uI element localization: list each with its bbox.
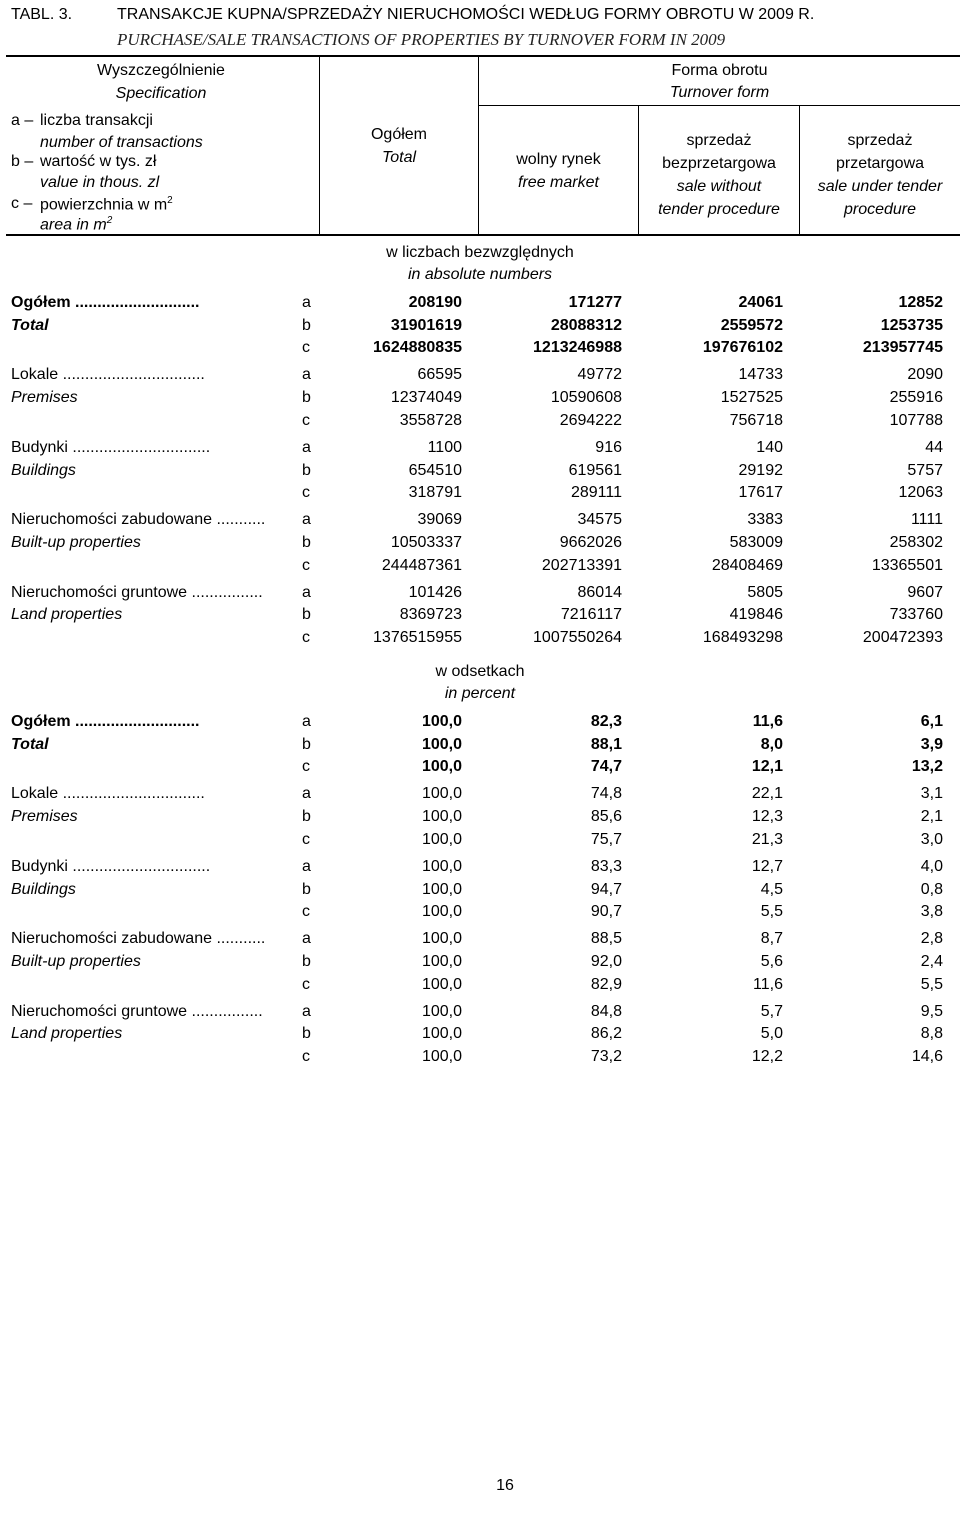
table-cell: 100,0 [421,880,462,898]
total-heading-pl: Ogółem [370,126,428,143]
table-cell: 9,5 [920,1002,943,1020]
table-cell: 13,2 [911,758,943,776]
table-cell: 8,0 [760,735,783,753]
row-letter: b [302,389,311,407]
table-cell: 28408469 [711,556,783,574]
table-cell: 756718 [729,411,783,429]
row-label-en: Land properties [11,1025,123,1043]
table-cell: 100,0 [421,1048,462,1065]
table-cell: 3,0 [920,830,943,848]
table-cell: 171277 [568,294,622,311]
table-cell: 1111 [910,511,943,529]
turnover-form-heading-en: Turnover form [669,84,770,101]
table-cell: 82,9 [590,975,622,993]
table-cell: 11,6 [752,713,783,730]
table-cell: 100,0 [421,975,462,993]
table-cell: 100,0 [421,930,462,948]
table-cell: 8,8 [920,1025,943,1043]
table-cell: 7216117 [560,606,622,624]
row-letter: b [302,606,311,624]
table-cell: 31901619 [390,316,462,334]
table-cell: 12063 [898,484,943,502]
spec-heading-en: Specification [115,85,207,102]
row-label-en: Total [11,316,49,334]
table-cell: 83,3 [590,857,622,875]
row-label-en: Land properties [11,606,123,624]
table-cell: 0,8 [920,880,943,898]
table-cell: 100,0 [421,903,462,921]
row-letter: a [302,713,311,730]
legend-c-en: area in $m^2$ [40,215,113,234]
table-cell: 74,7 [590,758,622,776]
row-letter: b [302,1025,311,1043]
row-letter: c [302,629,310,646]
section-caption-en: in percent [444,685,516,702]
table-cell: 92,0 [590,952,622,970]
table-cell: 619561 [568,461,622,479]
table-cell: 289111 [570,484,622,502]
table-cell: 100,0 [421,758,462,776]
table-cell: 29192 [738,461,783,479]
table-cell: 100,0 [421,1002,462,1020]
table-cell: 916 [595,438,622,456]
table-cell: 200472393 [862,629,943,646]
table-cell: 5757 [907,461,943,479]
row-label-pl: Nieruchomości gruntowe ................ [11,583,263,601]
legend-a-en: number of transactions [40,134,203,151]
row-label-pl: Ogółem ............................ [11,294,200,311]
tender-heading: sprzedaż przetargowa sale under tender procedure [817,132,943,218]
table-cell: 213957745 [862,339,943,357]
table-cell: 258302 [889,533,943,551]
table-cell: 5,5 [920,975,943,993]
legend-letter-c: c – [11,195,33,212]
table-cell: 85,6 [590,808,622,826]
row-letter: a [302,294,311,311]
table-cell: 1100 [427,438,462,456]
legend-b-en: value in thous. zl [40,174,160,191]
table-cell: 12374049 [390,389,462,407]
row-label-en: Buildings [11,880,76,898]
table-cell: 90,7 [590,903,622,921]
table-cell: 75,7 [590,830,622,848]
row-label-en: Built-up properties [11,952,141,970]
table-cell: 654510 [408,461,462,479]
table-cell: 12,3 [751,808,783,826]
table-cell: 44 [925,438,943,456]
table-cell: 28088312 [550,316,622,334]
table-cell: 100,0 [421,785,462,803]
non-tender-heading: sprzedaż bezprzetargowa sale without tender procedure [658,132,780,218]
row-label-pl: Nieruchomości gruntowe ................ [11,1002,263,1020]
table-cell: 9607 [907,583,943,601]
legend-letter-b: b – [11,153,34,170]
spec-heading-pl: Wyszczególnienie [97,62,225,79]
table-number: TABL. 3. [11,6,73,23]
turnover-form-heading-pl: Forma obrotu [671,62,768,79]
page-number: 16 [496,1477,514,1494]
row-label-en: Built-up properties [11,533,141,551]
header-bottom-rule [6,234,960,236]
row-letter: b [302,533,311,551]
row-label-en: Premises [11,389,78,407]
row-letter: c [302,903,310,921]
table-cell: 86014 [577,583,622,601]
table-cell: 100,0 [421,952,462,970]
table-cell: 73,2 [590,1048,622,1065]
row-label-en: Premises [11,808,78,826]
table-cell: 24061 [738,294,783,311]
table-cell: 12852 [898,294,943,311]
table-cell: 86,2 [590,1025,622,1043]
table-cell: 13365501 [871,556,943,574]
table-cell: 197676102 [702,339,783,357]
table-cell: 3383 [747,511,783,529]
table-cell: 1253735 [880,316,943,334]
row-label-pl: Budynki ............................... [11,857,211,875]
table-cell: 88,5 [590,930,622,948]
row-label-pl: Ogółem ............................ [11,713,200,730]
table-cell: 140 [756,438,783,456]
table-cell: 100,0 [421,808,462,826]
table-cell: 5,6 [760,952,783,970]
table-cell: 419846 [729,606,783,624]
table-cell: 9662026 [559,533,622,551]
table-cell: 244487361 [381,556,462,574]
table-cell: 84,8 [590,1002,622,1020]
row-letter: b [302,952,311,970]
row-label-pl: Nieruchomości zabudowane ........... [11,930,266,948]
table-cell: 49772 [577,366,622,384]
table-cell: 12,7 [751,857,783,875]
section-caption-pl: w odsetkach [435,663,525,680]
free-market-heading-pl: wolny rynek [516,151,601,168]
table-cell: 107788 [889,411,943,429]
table-cell: 10590608 [550,389,622,407]
table-cell: 21,3 [751,830,783,848]
row-letter: a [302,511,311,529]
legend-a-pl: liczba transakcji [40,112,153,129]
table-cell: 5,7 [760,1002,783,1020]
legend-c-pl: powierzchnia w $m^2$ [40,195,173,214]
table-cell: 4,0 [920,857,943,875]
table-title-pl: TRANSAKCJE KUPNA/SPRZEDAŻY NIERUCHOMOŚCI WEDŁUG FORMY OBROTU W 2009 R. [117,6,815,23]
row-letter: a [302,366,311,384]
row-letter: b [302,316,311,334]
table-cell: 100,0 [421,735,462,753]
table-cell: 2,1 [920,808,943,826]
table-title-en: PURCHASE/SALE TRANSACTIONS OF PROPERTIES BY TURNOVER FORM IN 2009 [117,30,726,49]
table-cell: 5,5 [760,903,783,921]
turnover-form-rule [478,105,960,106]
row-letter: a [302,1002,311,1020]
row-label-pl: Lokale ................................ [11,785,205,803]
table-cell: 168493298 [702,629,783,646]
table-cell: 100,0 [421,1025,462,1043]
table-cell: 3,9 [920,735,943,753]
row-letter: c [302,411,310,429]
table-cell: 733760 [889,606,943,624]
table-cell: 1007550264 [533,629,622,646]
row-letter: a [302,857,311,875]
row-letter: b [302,808,311,826]
row-letter: c [302,556,310,574]
table-cell: 255916 [889,389,943,407]
table-cell: 3558728 [399,411,462,429]
table-cell: 14733 [738,366,783,384]
row-letter: c [302,339,310,357]
row-label-en: Buildings [11,461,76,479]
total-heading-en: Total [381,149,417,166]
table-cell: 12,2 [751,1048,783,1065]
table-cell: 66595 [417,366,462,384]
table-cell: 2090 [907,366,943,384]
row-letter: c [302,1048,310,1065]
table-cell: 3,1 [920,785,943,803]
row-letter: c [302,975,310,993]
table-cell: 101426 [408,583,462,601]
row-letter: a [302,930,311,948]
table-cell: 8369723 [399,606,462,624]
table-cell: 100,0 [421,713,462,730]
table-cell: 39069 [417,511,462,529]
row-letter: a [302,438,311,456]
legend-letter-a: a – [11,112,34,129]
table-cell: 5805 [747,583,783,601]
table-cell: 5,0 [760,1025,783,1043]
legend-b-pl: wartość w tys. zł [40,153,157,170]
table-cell: 2,8 [920,930,943,948]
table-cell: 22,1 [751,785,783,803]
header-top-rule [6,55,960,57]
table-cell: 2559572 [720,316,783,334]
table-cell: 74,8 [590,785,622,803]
table-cell: 34575 [577,511,622,529]
table-cell: 8,7 [760,930,783,948]
table-cell: 94,7 [590,880,622,898]
table-cell: 318791 [408,484,462,502]
table-cell: 82,3 [590,713,622,730]
free-market-heading-en: free market [518,174,599,191]
row-label-en: Total [11,735,49,753]
table-cell: 583009 [729,533,783,551]
table-cell: 1624880835 [373,339,462,357]
table-cell: 202713391 [541,556,622,574]
table-cell: 2,4 [920,952,943,970]
row-letter: b [302,880,311,898]
section-caption-en: in absolute numbers [407,266,553,283]
col-divider-1 [319,56,320,234]
row-letter: c [302,484,310,502]
table-cell: 88,1 [590,735,622,753]
table-cell: 208190 [408,294,462,311]
table-cell: 100,0 [421,830,462,848]
row-letter: c [302,758,310,776]
row-letter: c [302,830,310,848]
row-letter: a [302,583,311,601]
row-label-pl: Budynki ............................... [11,438,211,456]
row-letter: b [302,461,311,479]
row-label-pl: Nieruchomości zabudowane ........... [11,511,266,529]
table-cell: 4,5 [760,880,783,898]
table-cell: 6,1 [920,713,943,730]
table-cell: 11,6 [753,975,783,993]
table-cell: 17617 [738,484,783,502]
row-letter: a [302,785,311,803]
row-letter: b [302,735,311,753]
table-cell: 3,8 [920,903,943,921]
row-label-pl: Lokale ................................ [11,366,205,384]
table-cell: 100,0 [421,857,462,875]
table-cell: 1213246988 [533,339,622,357]
table-cell: 10503337 [390,533,462,551]
col-divider-2 [478,56,479,234]
table-cell: 2694222 [559,411,622,429]
section-caption-pl: w liczbach bezwzględnych [386,244,574,261]
table-cell: 12,1 [751,758,783,776]
table-cell: 1527525 [720,389,783,407]
table-cell: 1376515955 [373,629,462,646]
table-cell: 14,6 [911,1048,943,1065]
